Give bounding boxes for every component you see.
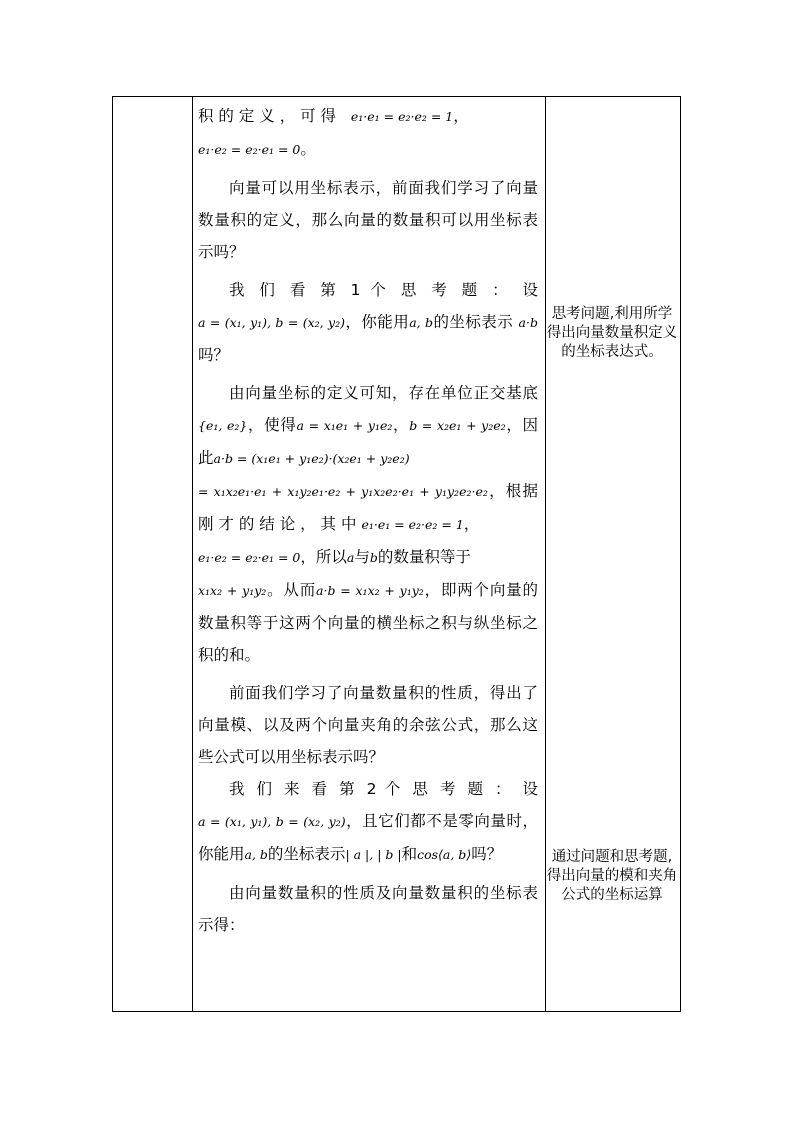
formula: a·b = x₁x₂ + y₁y₂ <box>316 583 424 598</box>
formula: = x₁x₂e₁·e₁ + x₁y₂e₁·e₂ + y₁x₂e₂·e₁ + y₁y₂e₂·e₂ <box>198 484 488 499</box>
formula: a = (x₁, y₁), b = (x₂, y₂) <box>198 315 345 330</box>
paragraph-5: 前面我们学习了向量数量积的性质，得出了向量模、以及两个向量夹角的余弦公式，那么这些公式可以用坐标表示吗？ <box>198 684 538 766</box>
formula: cos⟨a, b⟩ <box>417 847 472 862</box>
text: 吗？ <box>471 845 503 863</box>
formula: e₁·e₁ = e₂·e₂ = 1 <box>350 109 454 124</box>
text: ， <box>392 416 410 434</box>
text: 与 <box>354 548 370 566</box>
formula: a = x₁e₁ + y₁e₂ <box>296 418 393 433</box>
formula: x₁x₂ + y₁y₂ <box>198 583 267 598</box>
paragraph-6 <box>198 773 538 871</box>
text: ，所以 <box>300 548 347 566</box>
text: 吗？ <box>198 346 230 364</box>
formula: a, b <box>244 847 268 862</box>
text: ，即两个向量的数量积等于这两个向量的横坐标之积与纵坐标之积的和。 <box>198 581 538 664</box>
paragraph-4 <box>198 377 538 671</box>
formula: | a |, | b | <box>345 847 402 862</box>
text: 我 们 来 看 第 2 个 思 考 题 ： 设 <box>229 780 538 798</box>
text: ，根据刚 才 的 结 论 ， 其 中 <box>198 482 538 533</box>
side-note-1: 思考问题,利用所学得出向量数量积定义的坐标表达式。 <box>546 306 678 360</box>
paragraph-7: 由向量数量积的性质及向量数量积的坐标表示得： <box>198 884 538 934</box>
text: 和 <box>401 845 418 863</box>
text: 的数量积等于 <box>377 548 471 566</box>
text: 的坐标表示 <box>267 845 346 863</box>
text: ，且它们都不是零向量时，你能用 <box>198 812 538 863</box>
text: 我 们 看 第 1 个 思 考 题 ： 设 <box>229 281 538 299</box>
formula: a <box>346 550 355 565</box>
text: ，你能用 <box>344 313 410 331</box>
formula: e₁·e₁ = e₂·e₂ = 1 <box>361 517 464 532</box>
text: ， <box>453 107 469 125</box>
side-note-2: 通过问题和思考题,得出向量的模和夹角公式的坐标运算 <box>546 849 678 903</box>
column-divider-1 <box>192 97 193 1011</box>
formula: {e₁, e₂} <box>198 418 248 433</box>
text: ， <box>463 515 480 533</box>
formula: a = (x₁, y₁), b = (x₂, y₂) <box>198 814 346 829</box>
formula: b <box>369 550 378 565</box>
paragraph-2: 向量可以用坐标表示，前面我们学习了向量数量积的定义，那么向量的数量积可以用坐标表示吗？ <box>198 179 538 261</box>
formula: e₁·e₂ = e₂·e₁ = 0 <box>198 142 301 157</box>
paragraph-3 <box>198 274 538 371</box>
main-content-column <box>198 100 538 941</box>
text: ，使得 <box>247 416 297 434</box>
text: ，因此 <box>198 416 538 467</box>
paragraph-1 <box>198 100 538 166</box>
text: 。 <box>300 140 316 158</box>
text: 积 的 定 义 ， 可 得 <box>198 107 337 125</box>
formula: a·b <box>518 315 538 330</box>
text: 。从而 <box>266 581 317 599</box>
text: 由向量坐标的定义可知，存在单位正交基底 <box>229 384 538 402</box>
formula: e₁·e₂ = e₂·e₁ = 0 <box>198 550 301 565</box>
formula: a·b = (x₁e₁ + y₁e₂)·(x₂e₁ + y₂e₂) <box>213 451 410 466</box>
formula: a, b <box>409 315 434 330</box>
formula: b = x₂e₁ + y₂e₂ <box>409 418 506 433</box>
text: 的坐标表示 <box>433 313 514 331</box>
